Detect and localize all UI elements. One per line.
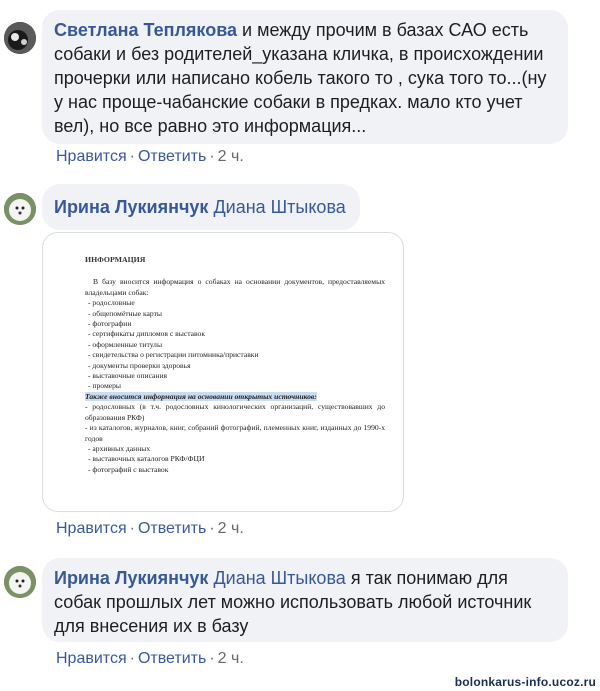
like-button[interactable]: Нравится bbox=[56, 520, 127, 537]
author-name[interactable]: Ирина Лукиянчук bbox=[54, 197, 209, 217]
comment-text bbox=[54, 195, 348, 219]
comment-bubble bbox=[42, 184, 360, 230]
timestamp[interactable]: 2 ч. bbox=[217, 148, 244, 165]
reply-button[interactable]: Ответить bbox=[137, 520, 207, 537]
attached-image[interactable] bbox=[42, 232, 404, 512]
comment-bubble bbox=[42, 10, 568, 144]
reply-button[interactable]: Ответить bbox=[137, 148, 207, 165]
timestamp[interactable]: 2 ч. bbox=[217, 520, 244, 537]
timestamp[interactable]: 2 ч. bbox=[217, 650, 244, 667]
comment-actions: Нравится · Ответить · 2 ч. bbox=[56, 520, 244, 537]
mention-link[interactable]: Диана Штыкова bbox=[213, 568, 346, 588]
dog-avatar-icon bbox=[4, 22, 36, 54]
document-scan: ИНФОРМАЦИЯ В базу вносится информация о собаках на основании документов, предоставляемых владельцами собак: - родословные - общепомётные карты - фотографии - сертификаты дипломов с выставок - оформленные титулы - свидетельства о регистрации питомника/приставки - документы проверки здоровья - выставочные описания - промеры Также вносится информация на основании открытых источников: - родословных (в т.ч. родословных кинологических организаций, существовавших до образования РКФ) - из каталогов, журналов, книг, собраний фотографий, племенных книг, изданных до 1990-х годов - архивных данных - выставочных каталогов РКФ/ФЦИ - фотографий с выставок bbox=[85, 255, 385, 474]
avatar[interactable] bbox=[4, 22, 36, 54]
avatar[interactable] bbox=[4, 193, 36, 225]
comment-bubble bbox=[42, 558, 568, 642]
reply-button[interactable]: Ответить bbox=[137, 650, 207, 667]
mention-link[interactable]: Диана Штыкова bbox=[213, 197, 346, 217]
dog-avatar-icon bbox=[4, 193, 36, 225]
comment-text: Ирина Лукиянчук Диана Штыкова я так понимаю для собак прошлых лет можно использовать любой источник для внесения их в базу bbox=[54, 568, 532, 636]
like-button[interactable]: Нравится bbox=[56, 650, 127, 667]
author-name[interactable]: Ирина Лукиянчук bbox=[54, 568, 209, 588]
dog-avatar-icon bbox=[4, 566, 36, 598]
comment-actions: Нравится · Ответить · 2 ч. bbox=[56, 650, 244, 667]
like-button[interactable]: Нравится bbox=[56, 148, 127, 165]
author-name[interactable]: Светлана Теплякова bbox=[54, 20, 238, 40]
comment-text: Светлана Теплякова и между прочим в базах САО есть собаки и без родителей_указана кличка, в происхождении прочерки или написано кобель такого то , сука того то...(ну у нас проще-чабанские собаки в предках. мало кто учет вел), но все равно это информация... bbox=[54, 20, 547, 136]
comment-actions: Нравится · Ответить · 2 ч. bbox=[56, 148, 244, 165]
avatar[interactable] bbox=[4, 566, 36, 598]
watermark: bolonkarus-info.ucoz.ru bbox=[454, 675, 596, 689]
document-heading: ИНФОРМАЦИЯ bbox=[85, 255, 146, 264]
highlighted-text: Также вносится информация на основании открытых источников: bbox=[85, 391, 317, 401]
